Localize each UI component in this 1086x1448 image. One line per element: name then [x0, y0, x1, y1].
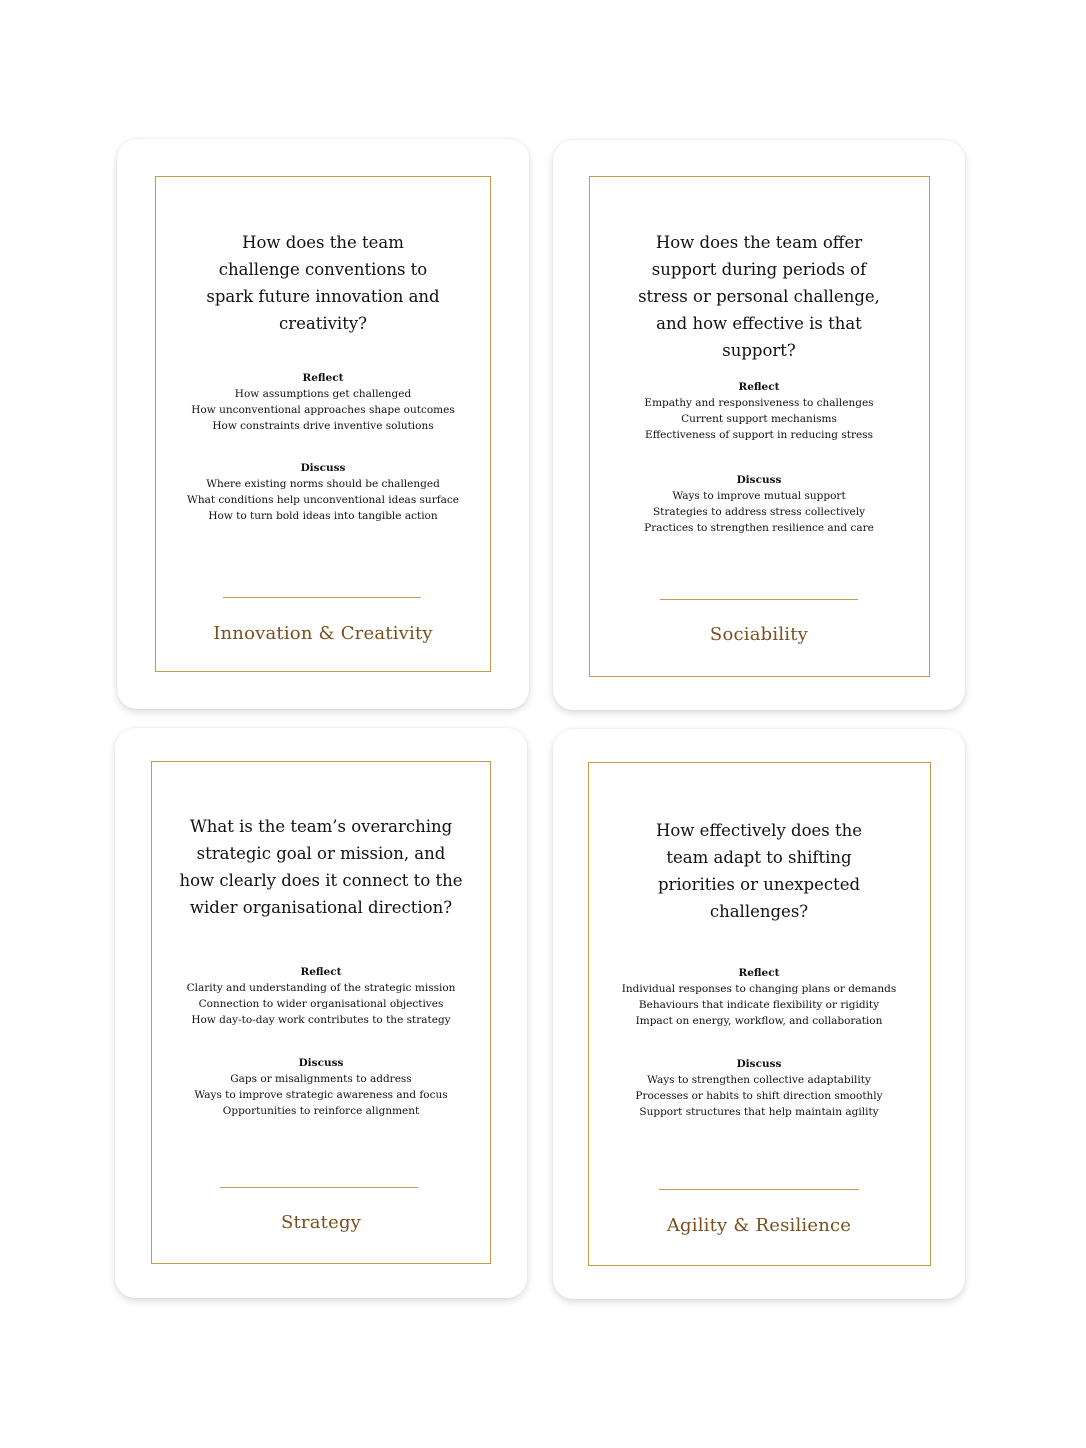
- reflect-heading: Reflect: [738, 967, 780, 979]
- reflect-item: How unconventional approaches shape outcomes: [191, 404, 455, 417]
- reflect-section: [603, 965, 915, 1030]
- card-category: Agility & Resilience: [666, 1215, 852, 1236]
- discuss-section: [603, 472, 915, 537]
- reflect-item: Current support mechanisms: [681, 413, 837, 426]
- reflect-section: [165, 964, 477, 1029]
- discuss-item: Opportunities to reinforce alignment: [222, 1105, 420, 1118]
- discuss-heading: Discuss: [736, 474, 782, 486]
- discuss-section: [167, 460, 479, 525]
- card-question: How does the team challenge conventions to spark future innovation and creativity?: [206, 233, 440, 333]
- reflect-heading: Reflect: [300, 966, 342, 978]
- discuss-section: [165, 1055, 477, 1120]
- discuss-item: Practices to strengthen resilience and care: [644, 522, 874, 535]
- reflect-item: How assumptions get challenged: [234, 388, 412, 400]
- reflect-item: Individual responses to changing plans or demands: [621, 983, 897, 995]
- discuss-item: What conditions help unconventional ideas surface: [187, 494, 459, 507]
- reflect-item: Impact on energy, workflow, and collaboration: [635, 1015, 883, 1028]
- discuss-heading: Discuss: [736, 1058, 782, 1070]
- reflect-heading: Reflect: [738, 381, 780, 393]
- card-question: How does the team offer support during periods of stress or personal challenge, and how effective is that support?: [638, 233, 880, 360]
- reflect-item: Behaviours that indicate flexibility or rigidity: [638, 999, 880, 1012]
- discuss-section: [603, 1056, 915, 1121]
- card-agility-resilience: [553, 729, 965, 1299]
- gold-divider: [660, 599, 858, 600]
- card-sociability: [553, 140, 965, 710]
- reflect-section: [603, 379, 915, 444]
- discuss-item: Where existing norms should be challenged: [206, 478, 440, 490]
- card-question: What is the team’s overarching strategic goal or mission, and how clearly does it connect to the wider organisational direction?: [179, 817, 463, 917]
- discuss-item: Strategies to address stress collectively: [652, 506, 866, 519]
- discuss-item: Ways to improve mutual support: [672, 490, 846, 502]
- card-category: Strategy: [280, 1212, 362, 1233]
- reflect-heading: Reflect: [302, 372, 344, 384]
- reflect-item: How day-to-day work contributes to the strategy: [191, 1014, 451, 1027]
- card-category: Innovation & Creativity: [213, 623, 433, 644]
- reflect-section: [167, 370, 479, 435]
- reflect-item: Connection to wider organisational objectives: [198, 998, 444, 1011]
- card-strategy: [115, 728, 527, 1298]
- gold-divider: [659, 1189, 859, 1190]
- card-question: How effectively does the team adapt to shifting priorities or unexpected challenges?: [655, 821, 863, 921]
- discuss-item: Gaps or misalignments to address: [230, 1073, 412, 1085]
- discuss-item: Ways to strengthen collective adaptability: [647, 1074, 871, 1086]
- discuss-heading: Discuss: [298, 1057, 344, 1069]
- discuss-item: How to turn bold ideas into tangible action: [208, 510, 438, 523]
- discuss-heading: Discuss: [300, 462, 346, 474]
- card-innovation-creativity: [117, 139, 529, 709]
- discuss-item: Processes or habits to shift direction smoothly: [635, 1090, 883, 1103]
- discuss-item: Ways to improve strategic awareness and focus: [194, 1089, 448, 1102]
- gold-divider: [220, 1187, 418, 1188]
- reflect-item: Clarity and understanding of the strategic mission: [186, 982, 456, 994]
- reflect-item: Empathy and responsiveness to challenges: [644, 397, 874, 409]
- reflect-item: How constraints drive inventive solutions: [212, 420, 434, 433]
- discuss-item: Support structures that help maintain agility: [639, 1106, 879, 1119]
- gold-divider: [223, 597, 421, 598]
- card-category: Sociability: [709, 624, 809, 645]
- reflect-item: Effectiveness of support in reducing stress: [645, 429, 873, 442]
